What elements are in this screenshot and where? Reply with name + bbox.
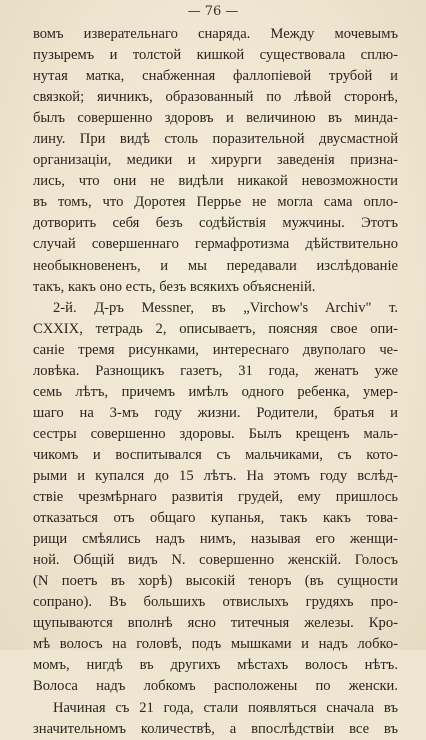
text-line: сопрано). Въ большихъ отвислыхъ грудяхъ про-: [33, 594, 398, 611]
text-line: шаго на 3-мъ году жизни. Родители, братья и: [33, 404, 398, 421]
text-line: рыми и купался до 15 лѣтъ. На этомъ году вслѣд-: [33, 467, 398, 484]
text-line: CXXIX, тетрадь 2, описываетъ, поясняя свое опи-: [33, 320, 398, 337]
text-line: такъ, какъ оно есть, безъ всякихъ объясненій.: [33, 278, 316, 295]
text-line: Волоса надъ лобкомъ расположены по женски.: [33, 678, 398, 695]
text-line: момъ, нигдѣ въ другихъ мѣстахъ волосъ нѣтъ.: [33, 657, 398, 674]
text-line: сестры совершенно здоровы. Былъ крещенъ маль-: [33, 425, 398, 442]
text-line: ловѣка. Разнощикъ газетъ, 31 года, женатъ уже: [33, 362, 398, 379]
text-line: вомъ изверательнаго снаряда. Между мочевымъ: [33, 26, 398, 42]
text-line: связкой; яичникъ, образованный по лѣвой сторонѣ,: [33, 89, 398, 106]
body-text: [33, 24, 398, 740]
text-line: щупываются вполнѣ ясно титечныя железы. Кро-: [33, 615, 398, 632]
text-line: рищи смѣялись надъ нимъ, называя его женщи-: [33, 531, 398, 548]
text-line: лину. При видѣ столь поразительной двусмастной: [33, 131, 398, 148]
text-line: лись, что они не видѣли никакой невозможности: [33, 173, 398, 190]
text-line: саніе тремя рисунками, интереснаго двуполаго че-: [33, 341, 398, 358]
text-line: отказаться отъ общаго купанья, такъ какъ това-: [33, 510, 398, 527]
text-line: значительномъ количествѣ, а впослѣдствіи все въ: [33, 720, 398, 737]
text-line: дотворить себя безъ содѣйствія мужчины. Этотъ: [33, 215, 398, 232]
text-line: былъ совершенно здоровъ и величиною въ минда-: [33, 110, 398, 127]
text-line: ной. Общій видъ N. совершенно женскій. Голосъ: [33, 552, 398, 569]
text-line: въ томъ, что Доротея Перрье не могла сама опло-: [33, 194, 398, 211]
text-line: необыкновененъ, и мы передавали изслѣдованіе: [33, 257, 398, 274]
text-line: случай совершеннаго гермафротизма дѣйствительно: [33, 236, 398, 253]
text-line: нутая матка, снабженная фаллопіевой трубой и: [33, 68, 398, 85]
text-line: 2-й. Д-ръ Messner, въ „Virchow's Archiv" т.: [53, 299, 398, 316]
text-line: пузыремъ и толстой кишкой существовала сплю-: [33, 47, 398, 64]
page-number: — 76 —: [187, 4, 239, 19]
text-line: семь лѣтъ, причемъ имѣлъ одного ребенка, умер-: [33, 383, 398, 400]
text-line: ствіе чрезмѣрнаго развитія грудей, ему пришлось: [33, 489, 398, 506]
text-line: Начиная съ 21 года, стали появляться сначала въ: [53, 699, 398, 716]
text-line: мѣ волосъ на головѣ, подъ мышками и надъ лобко-: [33, 636, 398, 653]
text-line: (N поетъ въ хорѣ) высокій теноръ (въ сущности: [33, 573, 398, 590]
text-line: организаціи, медики и хирурги заведенія призна-: [33, 152, 398, 169]
text-line: чикомъ и воспитывался съ мальчиками, съ кото-: [33, 446, 398, 463]
